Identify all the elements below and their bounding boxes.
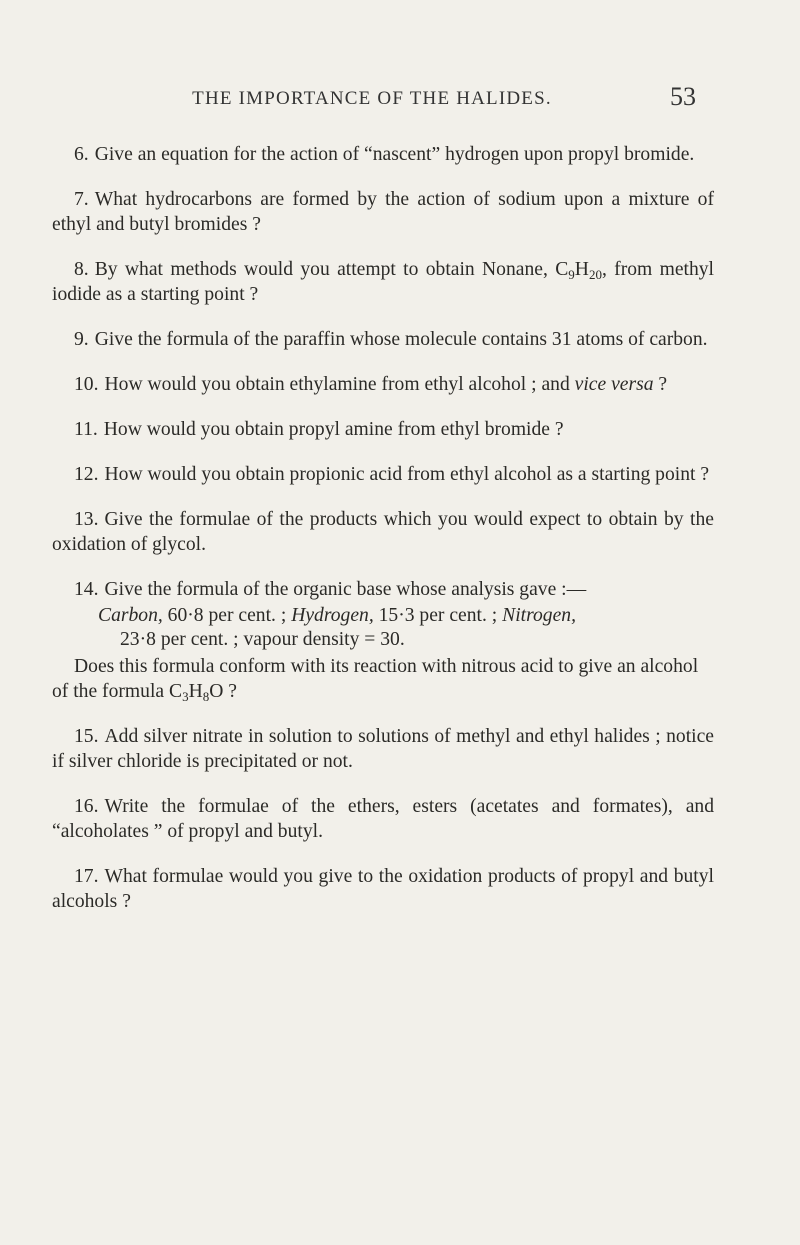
page-number: 53 xyxy=(670,82,696,111)
running-head: THE IMPORTANCE OF THE HALIDES. xyxy=(192,88,552,109)
subscript: 9 xyxy=(568,267,575,282)
question-text: , from methyl iodide as a starting point ? xyxy=(52,259,714,305)
question-number: 16. xyxy=(74,796,99,817)
subscript: 3 xyxy=(182,689,189,704)
question-text: Give the formula of the paraffin whose molecule contains 31 atoms of carbon. xyxy=(94,329,708,350)
question-number: 6. xyxy=(74,144,89,165)
question-text: Give an equation for the action of “nascent” hydrogen upon propyl bromide. xyxy=(94,144,695,165)
hydrogen-value: 15·3 per cent. ; xyxy=(373,605,503,626)
question-12 xyxy=(52,462,714,487)
question-number: 9. xyxy=(74,329,89,350)
question-text: What formulae would you give to the oxidation products of propyl and butyl alcohols ? xyxy=(52,866,714,912)
question-14 xyxy=(52,577,714,602)
question-number: 10. xyxy=(74,374,99,395)
question-text: What hydrocarbons are formed by the action of sodium upon a mixture of ethyl and butyl bromides ? xyxy=(52,189,714,235)
question-text: Does this formula conform with its reaction with nitrous acid to give an alcohol of the formula C xyxy=(52,656,699,702)
subscript: 20 xyxy=(588,267,602,282)
question-text: How would you obtain propionic acid from ethyl alcohol as a starting point ? xyxy=(104,464,710,485)
question-number: 15. xyxy=(74,726,99,747)
question-text: H xyxy=(188,681,203,702)
question-text: H xyxy=(574,259,589,280)
question-17 xyxy=(52,864,714,914)
question-8 xyxy=(52,257,714,307)
analysis-line-1 xyxy=(98,604,714,628)
question-9 xyxy=(52,327,714,352)
hydrogen-label: Hydrogen, xyxy=(291,605,374,626)
question-15 xyxy=(52,724,714,774)
analysis-line-2: 23·8 per cent. ; vapour density = 30. xyxy=(120,629,405,650)
italic-text: vice versa xyxy=(574,374,654,395)
question-number: 8. xyxy=(74,259,89,280)
question-10 xyxy=(52,372,714,397)
question-number: 17. xyxy=(74,866,99,887)
question-14-continuation xyxy=(52,654,714,704)
question-text: How would you obtain propyl amine from ethyl bromide ? xyxy=(103,419,564,440)
question-list xyxy=(52,142,714,934)
question-text: By what methods would you attempt to obtain Nonane, C xyxy=(94,259,569,280)
question-11 xyxy=(52,417,714,442)
question-number: 13. xyxy=(74,509,99,530)
question-number: 14. xyxy=(74,579,99,600)
question-text: Give the formula of the organic base whose analysis gave :— xyxy=(104,579,587,600)
question-number: 7. xyxy=(74,189,89,210)
question-13 xyxy=(52,507,714,557)
question-text: Give the formulae of the products which you would expect to obtain by the oxidation of glycol. xyxy=(52,509,714,555)
question-text: O ? xyxy=(209,681,237,702)
question-6 xyxy=(52,142,714,167)
question-number: 12. xyxy=(74,464,99,485)
question-7 xyxy=(52,187,714,237)
question-16 xyxy=(52,794,714,844)
nitrogen-label: Nitrogen, xyxy=(502,605,576,626)
question-number: 11. xyxy=(74,419,98,440)
question-text: ? xyxy=(653,374,668,395)
question-text: How would you obtain ethylamine from ethyl alcohol ; and xyxy=(104,374,575,395)
carbon-label: Carbon, xyxy=(98,605,163,626)
analysis-data xyxy=(52,604,714,652)
question-text: Add silver nitrate in solution to solutions of methyl and ethyl halides ; notice if silver chloride is precipitated or not. xyxy=(52,726,714,772)
carbon-value: 60·8 per cent. ; xyxy=(162,605,292,626)
question-text: Write the formulae of the ethers, esters (acetates and formates), and “alcoholates ” of propyl and butyl. xyxy=(52,796,714,842)
subscript: 8 xyxy=(202,689,210,704)
